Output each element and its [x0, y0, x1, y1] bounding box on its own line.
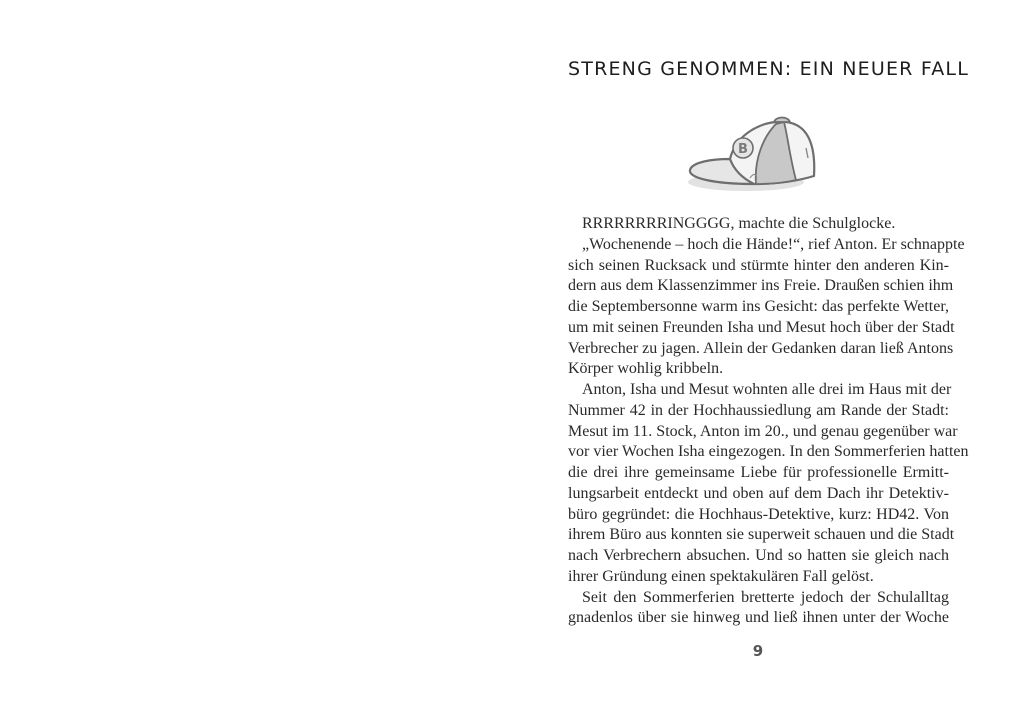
text-line: RRRRRRRRINGGGG, machte die Schulglocke. [582, 215, 896, 232]
text-line: Seit den Sommerferien bretterte jedoch der Schulalltag [582, 588, 949, 606]
text-line: gnadenlos über sie hinweg und ließ ihnen unter der Woche [568, 609, 949, 627]
page-number: 9 [752, 642, 764, 660]
text-line: Mesut im 11. Stock, Anton im 20., und genau gegenüber war [568, 422, 958, 440]
baseball-cap-icon [684, 112, 824, 196]
chapter-title: STRENG GENOMMEN: EIN NEUER FALL [568, 58, 969, 80]
paragraph [568, 235, 965, 380]
text-line: Anton, Isha und Mesut wohnten alle drei im Haus mit der [582, 381, 952, 398]
text-line: Nummer 42 in der Hochhaussiedlung am Rande der Stadt: [568, 401, 949, 419]
paragraph [568, 214, 949, 235]
text-line: ihrer Gründung einen spektakulären Fall gelöst. [568, 567, 874, 585]
text-line: büro gegründet: die Hochhaus-Detektive, kurz: HD42. Von [568, 505, 949, 523]
svg-text:B: B [738, 142, 748, 157]
text-line: die Septembersonne warm ins Gesicht: das perfekte Wetter, [568, 298, 949, 315]
text-line: lungsarbeit entdeckt und oben auf dem Dach ihr Detektiv- [568, 484, 949, 502]
text-line: ihrem Büro aus konnten sie superweit schauen und die Stadt [568, 526, 955, 544]
text-line: dern aus dem Klassenzimmer ins Freie. Draußen schien ihm [568, 277, 954, 295]
text-line: die drei ihre gemeinsame Liebe für professionelle Ermitt- [568, 464, 949, 481]
text-line: vor vier Wochen Isha eingezogen. In den Sommerferien hatten [568, 443, 969, 461]
text-line: „Wochenende – hoch die Hände!“, rief Anton. Er schnappte [582, 235, 965, 253]
text-line: sich seinen Rucksack und stürmte hinter den anderen Kin- [568, 256, 949, 274]
text-line: Verbrecher zu jagen. Allein der Gedanken daran ließ Antons [568, 339, 954, 357]
paragraph [568, 380, 969, 588]
chapter-body [568, 214, 969, 629]
text-line: um mit seinen Freunden Isha und Mesut hoch über der Stadt [568, 318, 955, 336]
paragraph [568, 588, 949, 630]
text-line: Körper wohlig kribbeln. [568, 360, 724, 378]
text-line: nach Verbrechern absuchen. Und so hatten sie gleich nach [568, 547, 949, 564]
